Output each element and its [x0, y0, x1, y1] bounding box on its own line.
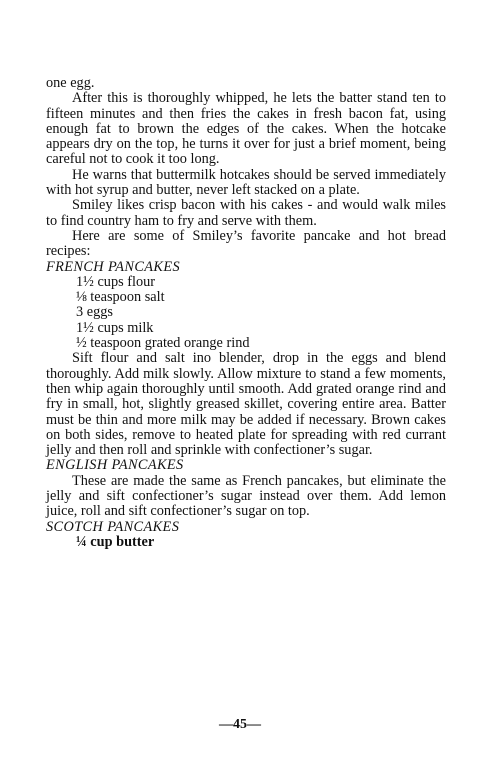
page-number: —45—	[219, 717, 261, 732]
ingredient-item: 1½ cups milk	[76, 319, 154, 336]
recipe-method-english: These are made the same as French pancakes, but eliminate the jelly and sift confectioner’s sugar instead over them. Add lemon juice, roll and sift confectioner’s sugar on top.	[46, 472, 446, 520]
paragraph: After this is thoroughly whipped, he lets the batter stand ten to fifteen minutes and then fries the cakes in fresh bacon fat, using enough fat to brown the edges of the cakes. When the hotcake appears dry on the top, he turns it over for just a brief moment, being careful not to cook it too long.	[46, 90, 446, 168]
recipe-heading-scotch: SCOTCH PANCAKES	[46, 518, 180, 535]
opening-line: one egg.	[46, 75, 95, 91]
recipe-heading-english: ENGLISH PANCAKES	[46, 457, 184, 474]
paragraph: Smiley likes crisp bacon with his cakes - and would walk miles to find country ham to fry and serve with them.	[46, 197, 446, 229]
ingredient-item: ¼ cup butter	[76, 533, 155, 550]
paragraph: Here are some of Smiley’s favorite pancake and hot bread recipes:	[46, 227, 446, 260]
ingredient-list-scotch	[76, 535, 446, 550]
page-body	[46, 76, 446, 550]
ingredient-item: ½ teaspoon grated orange rind	[76, 335, 250, 352]
recipe-heading-french: FRENCH PANCAKES	[46, 258, 181, 275]
paragraph: He warns that buttermilk hotcakes should be served immediately with hot syrup and butter, never left stacked on a plate.	[46, 166, 446, 199]
ingredient-list-french	[76, 275, 446, 351]
ingredient-item: ⅛ teaspoon salt	[76, 289, 165, 306]
ingredient-item: 1½ cups flour	[76, 273, 156, 290]
recipe-method-french: Sift flour and salt ino blender, drop in the eggs and blend thoroughly. Add milk slowly. Allow mixture to stand a few moments, then whip again thoroughly until smooth. Add grated orange rind and fry in small, hot, slightly greased skillet, covering entire area. Batter must be thin and more milk may be added if necessary. Brown cakes on both sides, remove to heated plate for spreading with red currant jelly and then roll and sprinkle with confectioner’s sugar.	[46, 350, 446, 459]
ingredient-item: 3 eggs	[76, 304, 113, 321]
